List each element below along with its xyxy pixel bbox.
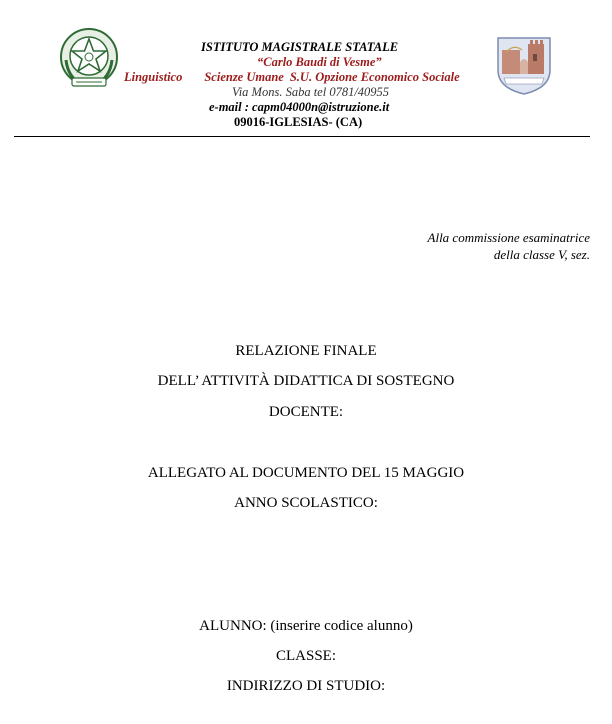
anno-scolastico: ANNO SCOLASTICO: <box>234 495 378 511</box>
student-code: ALUNNO: (inserire codice alunno) <box>199 618 413 634</box>
recipient-line-1: Alla commissione esaminatrice <box>427 230 590 245</box>
school-city: 09016-IGLESIAS- (CA) <box>234 115 363 129</box>
school-email: e-mail : capm04000n@istruzione.it <box>209 100 390 114</box>
header-divider <box>14 136 590 137</box>
italian-republic-emblem-icon <box>58 26 120 92</box>
recipient-line-2: della classe V, sez. <box>493 247 590 262</box>
iglesias-coat-of-arms-icon <box>494 34 554 96</box>
title-docente: DOCENTE: <box>268 404 344 420</box>
indirizzo-scienze-umane: Scienze Umane <box>204 70 284 84</box>
student-class: CLASSE: <box>275 648 336 664</box>
indirizzo-linguistico: Linguistico <box>124 70 183 84</box>
title-line-1: RELAZIONE FINALE <box>235 343 377 359</box>
recipient-block <box>428 229 590 263</box>
school-name: ISTITUTO MAGISTRALE STATALE <box>201 40 399 54</box>
indirizzo-economico-sociale: S.U. Opzione Economico Sociale <box>289 70 460 84</box>
student-study-path: INDIRIZZO DI STUDIO: <box>226 678 386 694</box>
school-indirizzi <box>124 70 460 85</box>
school-address: Via Mons. Saba tel 0781/40955 <box>232 85 390 99</box>
letterhead <box>0 0 612 140</box>
title-line-2: DELL’ ATTIVITÀ DIDATTICA DI SOSTEGNO <box>157 373 455 389</box>
school-subtitle: “Carlo Baudi di Vesme” <box>257 55 382 69</box>
attachment-line: ALLEGATO AL DOCUMENTO DEL 15 MAGGIO <box>147 465 465 481</box>
